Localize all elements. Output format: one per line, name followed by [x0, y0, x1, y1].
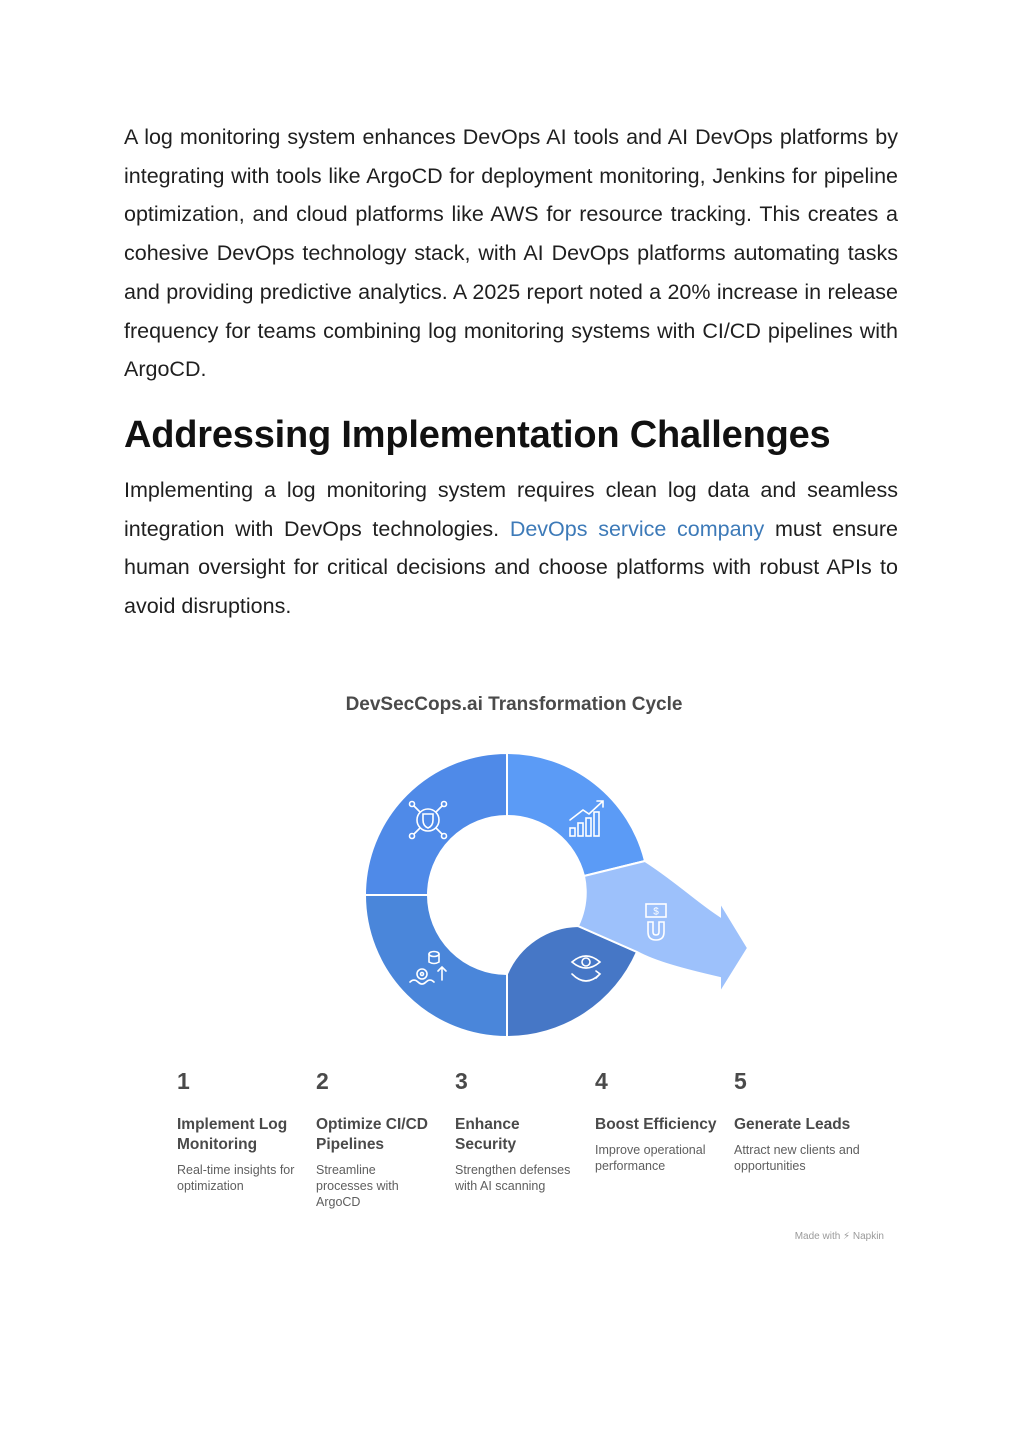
intro-paragraph: A log monitoring system enhances DevOps AI tools and AI DevOps platforms by integrating with tools like ArgoCD for deployment monitoring, Jenkins for pipeline optimization, and cloud platforms like AWS for resource tracking. This creates a cohesive DevOps technology stack, with AI DevOps platforms automating tasks and providing predictive analytics. A 2025 report noted a 20% increase in release frequency for teams combining log monitoring systems with CI/CD pipelines with ArgoCD. — [124, 125, 898, 382]
section-heading: Addressing Implementation Challenges — [124, 413, 831, 456]
step-1 — [177, 1068, 307, 1194]
segment-top-left — [365, 753, 507, 895]
step-5 — [734, 1068, 864, 1174]
step-number: 4 — [595, 1068, 608, 1094]
step-number: 5 — [734, 1068, 747, 1094]
step-number: 2 — [316, 1068, 329, 1094]
cycle-diagram — [150, 680, 894, 1060]
step-2 — [316, 1068, 446, 1210]
step-number: 1 — [177, 1068, 190, 1094]
segment-bottom-left — [365, 895, 507, 1037]
paragraph-text-after: must ensure human oversight for critical decisions and choose platforms with robust APIs to avoid disruptions. — [124, 516, 898, 619]
step-title: Boost Efficiency — [595, 1116, 717, 1133]
document-body — [124, 118, 898, 626]
step-title: Implement Log Monitoring — [177, 1116, 288, 1153]
step-title: Generate Leads — [734, 1116, 851, 1133]
paragraph-text-before: Implementing a log monitoring system requires clean log data and seamless integration with DevOps technologies. — [124, 477, 898, 541]
step-description: Improve operational performance — [595, 1143, 706, 1173]
step-number: 3 — [455, 1068, 468, 1094]
step-description: Real-time insights for optimization — [177, 1163, 295, 1193]
step-description: Streamline processes with ArgoCD — [316, 1163, 399, 1209]
step-4 — [595, 1068, 725, 1174]
challenges-paragraph — [124, 471, 898, 626]
svg-text:$: $ — [653, 906, 659, 918]
figure-title: DevSecCops.ai Transformation Cycle — [345, 694, 683, 715]
step-title: Enhance Security — [455, 1116, 520, 1153]
cycle-steps — [177, 1068, 877, 1228]
step-3 — [455, 1068, 585, 1194]
step-description: Attract new clients and opportunities — [734, 1143, 860, 1173]
transformation-cycle-figure — [150, 680, 894, 1260]
step-description: Strengthen defenses with AI scanning — [455, 1163, 571, 1193]
napkin-credit: Made with ⚡ Napkin — [794, 1231, 884, 1242]
devops-service-company-link[interactable]: DevOps service company — [509, 516, 765, 541]
step-title: Optimize CI/CD Pipelines — [316, 1116, 428, 1153]
